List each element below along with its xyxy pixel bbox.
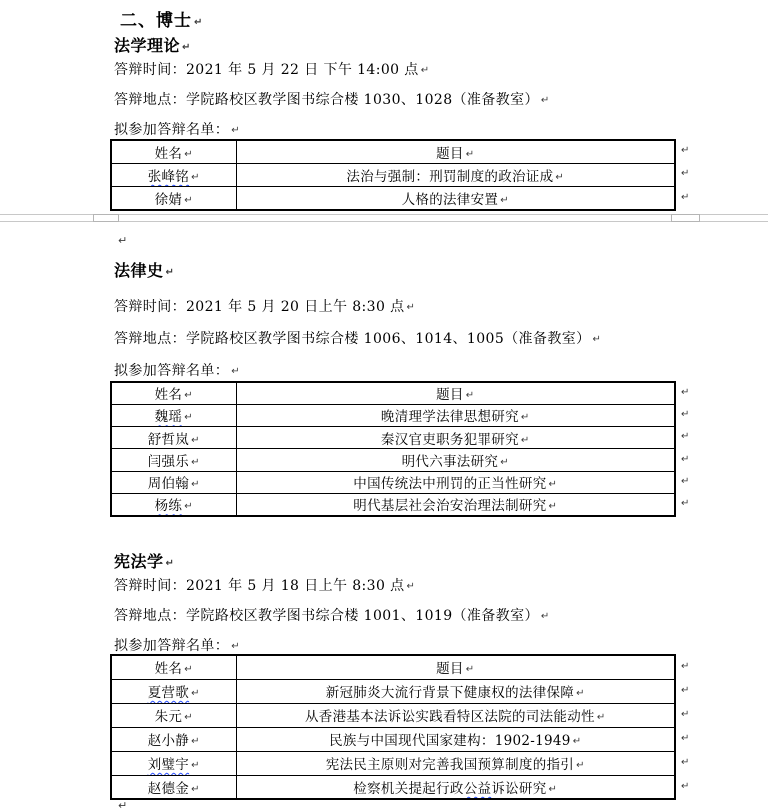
table-row	[111, 751, 675, 775]
cell-end-mark-icon: ↵	[555, 171, 565, 183]
table-row	[111, 493, 675, 515]
defense-roster-table	[110, 381, 690, 517]
thesis-title-cell: 宪法民主原则对完善我国预算制度的指引 ↵	[236, 751, 675, 775]
student-name-cell	[111, 187, 236, 210]
doc-heading	[120, 6, 203, 31]
cell-end-mark-icon: ↵	[548, 783, 558, 795]
doc-heading-text: 二、博士	[120, 11, 192, 31]
roster-table	[110, 654, 676, 800]
roster-table	[110, 381, 676, 517]
thesis-title-cell: 人格的法律安置 ↵	[236, 187, 675, 210]
paragraph-mark-icon: ↵	[540, 95, 550, 106]
row-end-mark-icon: ↵	[681, 498, 690, 510]
student-name: 闫强乐	[147, 454, 190, 471]
paragraph-mark-icon: ↵	[165, 267, 175, 278]
table-row	[111, 187, 675, 210]
student-name: 徐婧	[154, 191, 183, 208]
thesis-title-cell: 晚清理学法律思想研究 ↵	[236, 404, 675, 426]
table-header-row	[111, 655, 675, 679]
thesis-title-cell: 法治与强制：刑罚制度的政治证成 ↵	[236, 163, 675, 186]
defense-time: 答辩时间：2021 年 5 月 18 日上午 8:30 点 ↵	[114, 578, 416, 594]
table-row	[111, 449, 675, 471]
student-name: 赵德金	[147, 780, 190, 797]
cell-end-mark-icon: ↵	[184, 712, 193, 723]
row-end-mark-icon: ↵	[681, 168, 690, 180]
cell-end-mark-icon: ↵	[572, 736, 582, 747]
cell-end-mark-icon: ↵	[520, 434, 530, 446]
student-name: 刘璧宇	[147, 757, 190, 773]
defense-time: 答辩时间：2021 年 5 月 20 日上午 8:30 点 ↵	[114, 299, 416, 315]
student-name-cell	[111, 449, 236, 471]
defense-location: 答辩地点：学院路校区教学图书综合楼 1001、1019（准备教室） ↵	[114, 608, 550, 624]
cell-end-mark-icon: ↵	[576, 688, 585, 699]
cell-end-mark-icon: ↵	[184, 148, 193, 160]
paragraph-mark-icon: ↵	[406, 581, 416, 592]
student-name-cell	[111, 727, 236, 751]
defense-location: 答辩地点：学院路校区教学图书综合楼 1030、1028（准备教室） ↵	[114, 92, 550, 108]
cell-end-mark-icon: ↵	[191, 760, 200, 771]
section-title-constitutional-law: 宪法学 ↵	[114, 552, 175, 571]
student-name: 赵小静	[147, 733, 190, 749]
student-name-cell	[111, 404, 236, 426]
row-end-mark-icon: ↵	[681, 732, 690, 744]
paragraph-mark-icon: ↵	[231, 125, 240, 136]
table-row	[111, 727, 675, 751]
row-end-mark-icon: ↵	[681, 708, 690, 720]
paragraph-mark-icon: ↵	[592, 334, 602, 345]
roster-label: 拟参加答辩名单： ↵	[114, 122, 240, 138]
paragraph-mark-icon: ↵	[231, 641, 240, 652]
row-end-mark-icon: ↵	[681, 386, 690, 398]
student-name: 杨练	[154, 498, 183, 515]
defense-roster-table	[110, 139, 690, 211]
row-end-marks	[681, 654, 689, 798]
cell-end-mark-icon: ↵	[576, 760, 585, 771]
row-end-marks	[681, 381, 689, 515]
column-header: 题目 ↵	[236, 382, 675, 404]
student-name-cell	[111, 679, 236, 703]
student-name-cell	[111, 751, 236, 775]
row-end-mark-icon: ↵	[681, 684, 690, 696]
section-title-legal-history: 法律史 ↵	[114, 261, 175, 280]
student-name: 夏营歌	[147, 685, 190, 701]
cell-end-mark-icon: ↵	[191, 457, 200, 469]
table-row	[111, 775, 675, 799]
paragraph-mark-icon: ↵	[406, 302, 416, 313]
student-name: 舒哲岚	[147, 431, 190, 448]
cell-end-mark-icon: ↵	[191, 171, 200, 183]
cell-end-mark-icon: ↵	[465, 390, 475, 402]
row-end-mark-icon: ↵	[681, 145, 690, 157]
cell-end-mark-icon: ↵	[184, 390, 193, 402]
row-end-mark-icon: ↵	[681, 660, 690, 672]
thesis-title-cell: 从香港基本法诉讼实践看特区法院的司法能动性 ↵	[236, 703, 675, 727]
student-name-cell	[111, 163, 236, 186]
defense-time: 答辩时间：2021 年 5 月 22 日 下午 14:00 点 ↵	[114, 62, 430, 78]
column-header: 姓名 ↵	[111, 140, 236, 163]
cell-end-mark-icon: ↵	[191, 688, 200, 699]
paragraph-mark-icon: ↵	[231, 366, 240, 377]
thesis-title-cell: 新冠肺炎大流行背景下健康权的法律保障 ↵	[236, 679, 675, 703]
cell-end-mark-icon: ↵	[500, 194, 509, 206]
student-name: 魏瑶	[154, 409, 183, 426]
cell-end-mark-icon: ↵	[465, 664, 475, 676]
cell-end-mark-icon: ↵	[184, 664, 193, 676]
student-name: 朱元	[154, 709, 183, 725]
row-end-mark-icon: ↵	[681, 191, 690, 203]
row-end-mark-icon: ↵	[681, 453, 690, 465]
defense-location: 答辩地点：学院路校区教学图书综合楼 1006、1014、1005（准备教室） ↵	[114, 331, 602, 347]
column-header: 题目 ↵	[236, 655, 675, 679]
column-header: 姓名 ↵	[111, 382, 236, 404]
thesis-title-cell: 中国传统法中刑罚的正当性研究 ↵	[236, 471, 675, 493]
table-row	[111, 163, 675, 186]
table-row	[111, 471, 675, 493]
row-end-mark-icon: ↵	[681, 475, 690, 487]
table-row	[111, 679, 675, 703]
table-header-row	[111, 140, 675, 163]
cell-end-mark-icon: ↵	[184, 501, 193, 513]
table-row	[111, 404, 675, 426]
thesis-title-cell: 检察机关提起行政公益诉讼研究 ↵	[236, 775, 675, 799]
cell-end-mark-icon: ↵	[548, 501, 558, 513]
roster-label: 拟参加答辩名单： ↵	[114, 638, 240, 654]
section-title-legal-theory: 法学理论 ↵	[114, 36, 191, 55]
empty-paragraph-mark: ↵	[118, 234, 128, 247]
thesis-title-cell: 明代基层社会治安治理法制研究 ↵	[236, 493, 675, 515]
thesis-title-cell: 民族与中国现代国家建构：1902-1949 ↵	[236, 727, 675, 751]
cell-end-mark-icon: ↵	[191, 783, 200, 795]
student-name-cell	[111, 471, 236, 493]
cell-end-mark-icon: ↵	[548, 479, 558, 491]
row-end-mark-icon: ↵	[681, 780, 690, 792]
thesis-title-cell: 秦汉官吏职务犯罪研究 ↵	[236, 427, 675, 449]
column-header: 姓名 ↵	[111, 655, 236, 679]
cell-end-mark-icon: ↵	[520, 412, 530, 424]
thesis-title-cell: 明代六事法研究 ↵	[236, 449, 675, 471]
margin-crop-mark	[671, 214, 700, 222]
row-end-marks	[681, 139, 689, 209]
student-name-cell	[111, 427, 236, 449]
table-header-row	[111, 382, 675, 404]
table-row	[111, 427, 675, 449]
roster-table	[110, 139, 676, 211]
margin-crop-mark	[93, 214, 119, 222]
cell-end-mark-icon: ↵	[191, 434, 200, 446]
row-end-mark-icon: ↵	[681, 431, 690, 443]
cell-end-mark-icon: ↵	[500, 457, 509, 469]
table-row	[111, 703, 675, 727]
cell-end-mark-icon: ↵	[184, 412, 193, 424]
paragraph-mark-icon: ↵	[540, 611, 550, 622]
cell-end-mark-icon: ↵	[191, 479, 200, 491]
student-name-cell	[111, 775, 236, 799]
paragraph-mark-icon: ↵	[165, 558, 175, 569]
student-name-cell	[111, 493, 236, 515]
paragraph-mark-icon: ↵	[420, 65, 430, 76]
empty-paragraph-mark: ↵	[118, 799, 128, 810]
student-name: 张峰铭	[147, 168, 190, 185]
student-name-cell	[111, 703, 236, 727]
column-header: 题目 ↵	[236, 140, 675, 163]
defense-roster-table	[110, 654, 690, 800]
paragraph-mark-icon: ↵	[194, 17, 204, 28]
cell-end-mark-icon: ↵	[191, 736, 200, 747]
student-name: 周伯翰	[147, 476, 190, 493]
cell-end-mark-icon: ↵	[596, 712, 606, 723]
row-end-mark-icon: ↵	[681, 756, 690, 768]
cell-end-mark-icon: ↵	[465, 148, 475, 160]
cell-end-mark-icon: ↵	[184, 194, 193, 206]
paragraph-mark-icon: ↵	[182, 42, 191, 53]
row-end-mark-icon: ↵	[681, 408, 690, 420]
roster-label: 拟参加答辩名单： ↵	[114, 363, 240, 379]
